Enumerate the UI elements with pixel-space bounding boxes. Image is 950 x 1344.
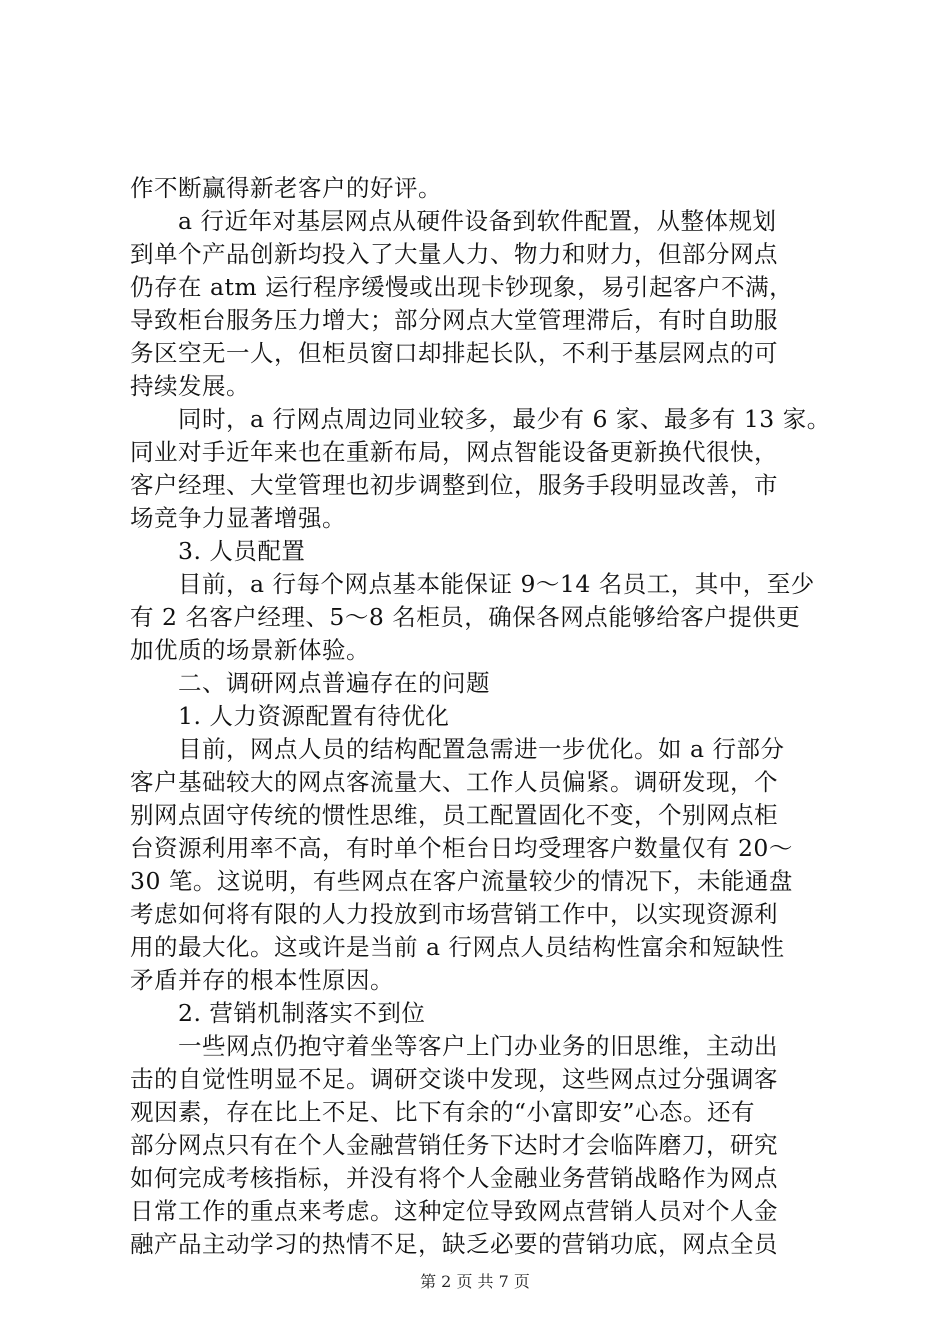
text-line: 融产品主动学习的热情不足，缺乏必要的营销功底，网点全员	[130, 1230, 778, 1258]
text-line: 有 2 名客户经理、5～8 名柜员，确保各网点能够给客户提供更	[130, 603, 801, 631]
page-number-footer: 第 2 页 共 7 页	[420, 1272, 530, 1291]
text-line: 仍存在 atm 运行程序缓慢或出现卡钞现象，易引起客户不满，	[130, 273, 794, 301]
text-line: 同业对手近年来也在重新布局，网点智能设备更新换代很快，	[130, 438, 778, 466]
text-line: 目前，a 行每个网点基本能保证 9～14 名员工，其中，至少	[178, 570, 815, 598]
text-line: 矛盾并存的根本性原因。	[130, 966, 394, 994]
text-line: 作不断赢得新老客户的好评。	[130, 174, 442, 202]
section-heading: 1. 人力资源配置有待优化	[178, 702, 450, 730]
text-line: 用的最大化。这或许是当前 a 行网点人员结构性富余和短缺性	[130, 933, 785, 961]
text-line: 到单个产品创新均投入了大量人力、物力和财力，但部分网点	[130, 240, 778, 268]
text-line: 务区空无一人，但柜员窗口却排起长队，不利于基层网点的可	[130, 339, 778, 367]
text-line: 一些网点仍抱守着坐等客户上门办业务的旧思维，主动出	[178, 1032, 778, 1060]
text-line: 30 笔。这说明，有些网点在客户流量较少的情况下，未能通盘	[130, 867, 793, 895]
text-line: 导致柜台服务压力增大；部分网点大堂管理滞后，有时自助服	[130, 306, 778, 334]
text-line: 同时，a 行网点周边同业较多，最少有 6 家、最多有 13 家。	[178, 405, 831, 433]
section-heading: 二、调研网点普遍存在的问题	[178, 669, 490, 697]
text-line: 观因素，存在比上不足、比下有余的“小富即安”心态。还有	[130, 1098, 756, 1126]
text-line: 客户经理、大堂管理也初步调整到位，服务手段明显改善，市	[130, 471, 778, 499]
text-line: 击的自觉性明显不足。调研交谈中发现，这些网点过分强调客	[130, 1065, 778, 1093]
text-line: 客户基础较大的网点客流量大、工作人员偏紧。调研发现，个	[130, 768, 778, 796]
text-line: a 行近年对基层网点从硬件设备到软件配置，从整体规划	[178, 207, 777, 235]
text-line: 场竞争力显著增强。	[130, 504, 346, 532]
section-heading: 2. 营销机制落实不到位	[178, 999, 426, 1027]
text-line: 目前，网点人员的结构配置急需进一步优化。如 a 行部分	[178, 735, 785, 763]
text-line: 日常工作的重点来考虑。这种定位导致网点营销人员对个人金	[130, 1197, 778, 1225]
text-line: 如何完成考核指标，并没有将个人金融业务营销战略作为网点	[130, 1164, 778, 1192]
text-line: 考虑如何将有限的人力投放到市场营销工作中，以实现资源利	[130, 900, 778, 928]
text-line: 加优质的场景新体验。	[130, 636, 370, 664]
section-heading: 3. 人员配置	[178, 537, 306, 565]
text-line: 部分网点只有在个人金融营销任务下达时才会临阵磨刀，研究	[130, 1131, 778, 1159]
text-line: 持续发展。	[130, 372, 250, 400]
text-line: 别网点固守传统的惯性思维，员工配置固化不变，个别网点柜	[130, 801, 778, 829]
text-line: 台资源利用率不高，有时单个柜台日均受理客户数量仅有 20～	[130, 834, 793, 862]
